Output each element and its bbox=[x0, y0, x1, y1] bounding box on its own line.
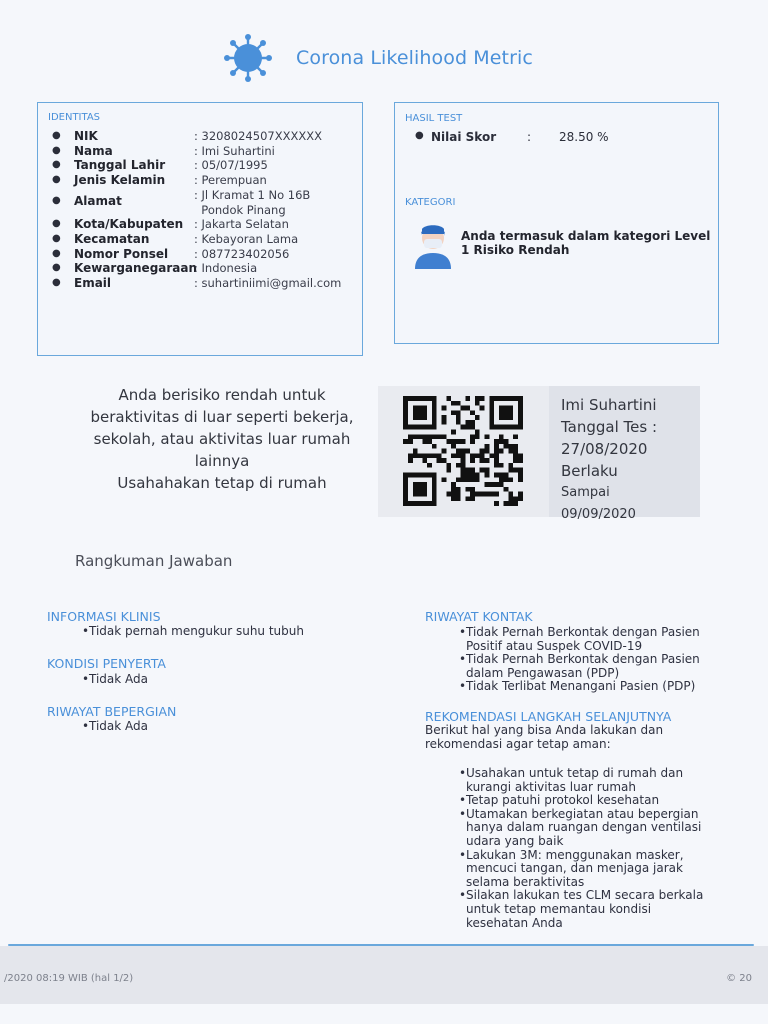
list-item: • Usahakan untuk tetap di rumah dan kurangi aktivitas luar rumah bbox=[459, 767, 717, 794]
identitas-row-email: ● Email : suhartiniimi@gmail.com bbox=[52, 276, 364, 291]
alamat-line-2: Pondok Pinang bbox=[194, 202, 286, 217]
kategori-body bbox=[413, 221, 711, 269]
riwayat-bepergian-list bbox=[82, 720, 382, 734]
identitas-key: Kecamatan bbox=[74, 231, 150, 246]
identitas-value: : 3208024507XXXXXX bbox=[194, 129, 322, 143]
hasil-test-box bbox=[394, 102, 719, 344]
informasi-klinis-title: INFORMASI KLINIS bbox=[47, 609, 161, 624]
hasil-test-label: HASIL TEST bbox=[405, 113, 463, 124]
nilai-skor-value: 28.50 % bbox=[559, 130, 609, 144]
list-item-text: Tidak pernah mengukur suhu tubuh bbox=[89, 624, 304, 638]
list-item-text: Lakukan 3M: menggunakan masker, mencuci tangan, dan menjaga jarak selama beraktivitas bbox=[466, 847, 684, 889]
rekomendasi-list bbox=[459, 767, 717, 930]
identitas-label: IDENTITAS bbox=[48, 112, 101, 123]
identitas-row-nama: ● Nama : Imi Suhartini bbox=[52, 144, 364, 159]
risk-advice bbox=[72, 384, 372, 494]
qr-card bbox=[378, 386, 700, 522]
identitas-value: : Imi Suhartini bbox=[194, 143, 275, 158]
header bbox=[224, 34, 533, 82]
advice-line: Usahahakan tetap di rumah bbox=[117, 474, 327, 492]
riwayat-bepergian-title: RIWAYAT BEPERGIAN bbox=[47, 704, 177, 719]
footer-copyright: © 20 bbox=[726, 973, 752, 984]
identitas-row-jenis-kelamin: ● Jenis Kelamin : Perempuan bbox=[52, 173, 364, 188]
masked-person-icon bbox=[413, 221, 453, 269]
qr-sampai-value: Sampai 09/09/2020 bbox=[561, 485, 636, 522]
rekomendasi-intro: Berikut hal yang bisa Anda lakukan dan rekomendasi agar tetap aman: bbox=[425, 723, 664, 751]
identitas-value: : Jakarta Selatan bbox=[194, 217, 289, 232]
identitas-key: Email bbox=[74, 276, 112, 291]
list-item-text: Utamakan berkegiatan atau bepergian hanya dalam ruangan dengan ventilasi udara yang baik bbox=[466, 806, 702, 848]
list-item: • Tidak Terlibat Menangani Pasien (PDP) bbox=[459, 680, 714, 694]
summary-title: Rangkuman Jawaban bbox=[75, 552, 233, 570]
identitas-key: NIK bbox=[74, 129, 98, 143]
list-item-text: Tidak Ada bbox=[89, 719, 148, 733]
footer-timestamp: /2020 08:19 WIB (hal 1/2) bbox=[4, 973, 134, 984]
advice-line: lainnya bbox=[194, 452, 250, 470]
identitas-value: : Indonesia bbox=[194, 261, 258, 276]
identitas-key: Alamat bbox=[74, 193, 122, 208]
identitas-key: Kewarganegaraan bbox=[74, 261, 198, 276]
qr-info bbox=[549, 386, 700, 522]
qr-tanggal-label: Tanggal Tes : bbox=[561, 418, 658, 436]
kondisi-penyerta-list bbox=[82, 673, 382, 687]
identitas-value: : suhartiniimi@gmail.com bbox=[194, 276, 342, 291]
identitas-value: : 05/07/1995 bbox=[194, 158, 268, 173]
list-item: • Lakukan 3M: menggunakan masker, mencuci tangan, dan menjaga jarak selama beraktivitas bbox=[459, 849, 717, 890]
identitas-row-tanggal-lahir: ● Tanggal Lahir : 05/07/1995 bbox=[52, 158, 364, 173]
identitas-key: Nomor Ponsel bbox=[74, 246, 169, 261]
list-item-text: Tetap patuhi protokol kesehatan bbox=[466, 793, 660, 808]
identitas-row-kota: ● Kota/Kabupaten : Jakarta Selatan bbox=[52, 217, 364, 232]
identitas-key: Tanggal Lahir bbox=[74, 158, 166, 173]
qr-name: Imi Suhartini bbox=[561, 396, 657, 414]
identitas-value: : Perempuan bbox=[194, 173, 267, 188]
identitas-key: Nama bbox=[74, 143, 113, 158]
identitas-key: Jenis Kelamin bbox=[74, 173, 166, 188]
list-item-text: Silakan lakukan tes CLM secara berkala untuk tetap memantau kondisi kesehatan Anda bbox=[466, 888, 704, 930]
qr-tanggal-value: 27/08/2020 bbox=[561, 440, 648, 458]
identitas-row-alamat: ● Alamat : Jl Kramat 1 No 16B Pondok Pinang bbox=[52, 188, 364, 217]
virus-icon bbox=[224, 34, 272, 82]
list-item: • Silakan lakukan tes CLM secara berkala untuk tetap memantau kondisi kesehatan Anda bbox=[459, 889, 717, 930]
identitas-value: : 087723402056 bbox=[194, 246, 290, 261]
list-item-text: Tidak Ada bbox=[89, 672, 148, 686]
nilai-skor-row: ● Nilai Skor : 28.50 % bbox=[415, 130, 609, 144]
list-item: • Tidak Pernah Berkontak dengan Pasien Positif atau Suspek COVID-19 bbox=[459, 626, 714, 653]
kondisi-penyerta-title: KONDISI PENYERTA bbox=[47, 656, 166, 671]
identitas-row-nik: ● NIK : 3208024507XXXXXX bbox=[52, 129, 364, 144]
identitas-box bbox=[37, 102, 363, 356]
qr-code-icon bbox=[403, 396, 523, 506]
footer bbox=[0, 946, 768, 1004]
identitas-row-kecamatan: ● Kecamatan : Kebayoran Lama bbox=[52, 232, 364, 247]
nilai-skor-key: Nilai Skor bbox=[431, 130, 497, 144]
list-item: • Tetap patuhi protokol kesehatan bbox=[459, 794, 717, 808]
list-item: • Tidak Pernah Berkontak dengan Pasien dalam Pengawasan (PDP) bbox=[459, 653, 714, 680]
list-item: • Utamakan berkegiatan atau bepergian hanya dalam ruangan dengan ventilasi udara yang baik bbox=[459, 808, 717, 849]
riwayat-kontak-list bbox=[459, 626, 714, 694]
list-item-text: Usahakan untuk tetap di rumah dan kurangi aktivitas luar rumah bbox=[466, 766, 684, 794]
rekomendasi-title: REKOMENDASI LANGKAH SELANJUTNYA bbox=[425, 709, 672, 724]
nilai-skor-sep: : bbox=[527, 130, 532, 144]
identitas-value: : Kebayoran Lama bbox=[194, 231, 299, 246]
identitas-value bbox=[194, 188, 364, 217]
alamat-line-1: : Jl Kramat 1 No 16B bbox=[194, 187, 311, 202]
kategori-text: Anda termasuk dalam kategori Level 1 Risiko Rendah bbox=[461, 229, 711, 257]
advice-line: sekolah, atau aktivitas luar rumah bbox=[93, 430, 351, 448]
advice-line: Anda berisiko rendah untuk bbox=[118, 386, 326, 404]
list-item: • Tidak Ada bbox=[82, 673, 382, 687]
identitas-row-ponsel: ● Nomor Ponsel : 087723402056 bbox=[52, 247, 364, 262]
list-item: • Tidak Ada bbox=[82, 720, 382, 734]
advice-line: beraktivitas di luar seperti bekerja, bbox=[90, 408, 354, 426]
identitas-row-kewarganegaraan: ● Kewarganegaraan : Indonesia bbox=[52, 261, 364, 276]
informasi-klinis-list bbox=[82, 625, 382, 639]
list-item-text: Tidak Pernah Berkontak dengan Pasien Positif atau Suspek COVID-19 bbox=[466, 625, 700, 653]
identitas-list bbox=[52, 129, 364, 291]
qr-berlaku-label: Berlaku bbox=[561, 462, 618, 480]
kategori-label: KATEGORI bbox=[405, 197, 456, 208]
list-item: • Tidak pernah mengukur suhu tubuh bbox=[82, 625, 382, 639]
page-title: Corona Likelihood Metric bbox=[296, 47, 533, 69]
identitas-key: Kota/Kabupaten bbox=[74, 217, 184, 232]
list-item-text: Tidak Terlibat Menangani Pasien (PDP) bbox=[466, 679, 696, 694]
riwayat-kontak-title: RIWAYAT KONTAK bbox=[425, 609, 533, 624]
list-item-text: Tidak Pernah Berkontak dengan Pasien dalam Pengawasan (PDP) bbox=[466, 652, 700, 680]
